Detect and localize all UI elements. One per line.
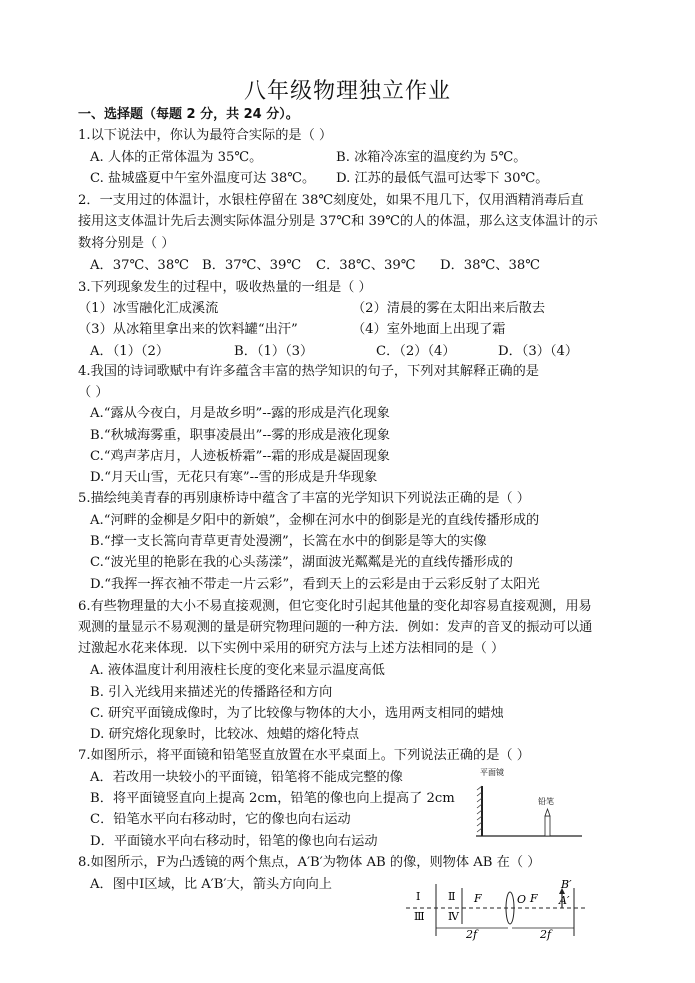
q6-line-1: 6.有些物理量的大小不易直接观测，但它变化时引起其他量的变化却容易直接观测，用易: [78, 599, 592, 614]
focus-right-label: F: [530, 892, 538, 905]
q4-option-c: C.“鸡声茅店月，人迹板桥霜”--霜的形成是凝固现象: [90, 449, 390, 464]
q6-option-d: D. 研究熔化现象时，比较冰、烛蜡的熔化特点: [90, 727, 360, 742]
q7-option-c: C．铅笔水平向右移动时，它的像也向右运动: [90, 812, 351, 827]
b-prime-label: B′: [561, 878, 572, 891]
q6-option-b: B. 引入光线用来描述光的传播路径和方向: [90, 685, 333, 700]
q2-option-d: D．38℃、38℃: [440, 258, 541, 273]
q4-option-a: A.“露从今夜白，月是故乡明”--露的形成是汽化现象: [90, 406, 390, 421]
optical-center-label: O: [517, 893, 527, 906]
mirror-pencil-figure: [470, 764, 588, 840]
q3-option-d: D．（3）（4）: [498, 344, 579, 359]
q1-option-b: B. 冰箱冷冻室的温度约为 5℃。: [336, 150, 527, 165]
q7-option-b: B．将平面镜竖直向上提高 2cm，铅笔的像也向上提高了 2cm: [90, 791, 455, 806]
q2-line-1: 2．一支用过的体温计，水银柱停留在 38℃刻度处，如果不甩几下，仅用酒精消毒后直: [78, 193, 584, 208]
q3-option-c: C．（2）（4）: [376, 344, 456, 359]
q6-option-a: A. 液体温度计利用液柱长度的变化来显示温度高低: [90, 663, 385, 678]
q3-item-4: （4）室外地面上出现了霜: [352, 322, 506, 337]
section-heading: 一、选择题（每题 2 分，共 24 分）。: [78, 107, 299, 122]
q1-option-a: A. 人体的正常体温为 35℃。: [90, 150, 263, 165]
q2-line-2: 接用这支体温计先后去测实际体温分别是 37℃和 39℃的人的体温，那么这支体温计的示: [78, 214, 598, 229]
q2-option-b: B．37℃、39℃: [202, 258, 302, 273]
q1-stem: 1.以下说法中，你认为最符合实际的是（ ）: [78, 128, 333, 143]
q5-option-a: A.“河畔的金柳是夕阳中的新娘”，金柳在河水中的倒影是光的直线传播形成的: [90, 513, 540, 528]
q1-option-c: C. 盐城盛夏中午室外温度可达 38℃。: [90, 171, 316, 186]
q5-option-b: B.“撑一支长篙向青草更青处漫溯”，长篙在水中的倒影是等大的实像: [90, 534, 487, 549]
q7-option-a: A．若改用一块较小的平面镜，铅笔将不能成完整的像: [90, 770, 403, 785]
q3-stem: 3.下列现象发生的过程中，吸收热量的一组是（ ）: [78, 280, 372, 295]
page-title: 八年级物理独立作业: [243, 79, 451, 104]
q3-item-3: （3）从冰箱里拿出来的饮料罐“出汗”: [78, 322, 298, 337]
q2-line-3: 数将分别是（ ）: [78, 236, 175, 251]
q2-option-c: C．38℃、39℃: [316, 258, 416, 273]
q6-line-2: 观测的量显示不易观测的量是研究物理问题的一种方法．例如：发声的音叉的振动可以通: [78, 620, 593, 635]
region-4-label: Ⅳ: [448, 910, 459, 923]
q3-option-a: A．（1）（2）: [90, 344, 170, 359]
q3-option-b: B．（1）（3）: [234, 344, 314, 359]
q3-item-2: （2）清晨的雾在太阳出来后散去: [352, 301, 546, 316]
q3-item-1: （1）冰雪融化汇成溪流: [78, 301, 219, 316]
two-f-right-label: 2f: [540, 928, 552, 941]
q7-option-d: D．平面镜水平向右移动时，铅笔的像也向右运动: [90, 834, 378, 849]
region-1-label: Ⅰ: [416, 890, 421, 903]
q8-option-a: A．图中Ⅰ区域，比 A′B′大，箭头方向向上: [90, 877, 332, 892]
q5-stem: 5.描绘纯美青春的再别康桥诗中蕴含了丰富的光学知识下列说法正确的是（ ）: [78, 491, 530, 506]
q4-option-d: D.“月天山雪，无花只有寒”--雪的形成是升华现象: [90, 470, 378, 485]
focus-left-label: F: [474, 892, 482, 905]
q7-stem: 7.如图所示，将平面镜和铅笔竖直放置在水平桌面上。下列说法正确的是（ ）: [78, 748, 530, 763]
pencil-icon: [545, 809, 550, 836]
a-prime-label: A′: [559, 894, 570, 907]
mirror-label: 平面镜: [480, 768, 504, 777]
q6-line-3: 过激起水花来体现．以下实例中采用的研究方法与上述方法相同的是（ ）: [78, 641, 505, 656]
q6-option-c: C. 研究平面镜成像时，为了比较像与物体的大小，选用两支相同的蜡烛: [90, 706, 504, 721]
pencil-label: 铅笔: [538, 797, 554, 806]
convex-lens-figure: [404, 876, 592, 942]
q8-stem: 8.如图所示，F为凸透镜的两个焦点，A′B′为物体 AB 的像，则物体 AB 在（ ）: [78, 855, 541, 870]
q5-option-c: C.“波光里的艳影在我的心头荡漾”，湖面波光粼粼是光的直线传播形成的: [90, 555, 513, 570]
q4-line-1: 4.我国的诗词歌赋中有许多蕴含丰富的热学知识的句子，下列对其解释正确的是: [78, 364, 539, 379]
two-f-left-label: 2f: [466, 928, 478, 941]
q5-option-d: D.“我挥一挥衣袖不带走一片云彩”，看到天上的云彩是由于云彩反射了太阳光: [90, 577, 540, 592]
q2-option-a: A．37℃、38℃: [90, 258, 189, 273]
q4-line-2: （ ）: [78, 385, 109, 400]
q4-option-b: B.“秋城海雾重，职事凌晨出”--雾的形成是液化现象: [90, 428, 391, 443]
region-3-label: Ⅲ: [414, 910, 425, 923]
q1-option-d: D. 江苏的最低气温可达零下 30℃。: [336, 171, 549, 186]
region-2-label: Ⅱ: [448, 890, 456, 903]
